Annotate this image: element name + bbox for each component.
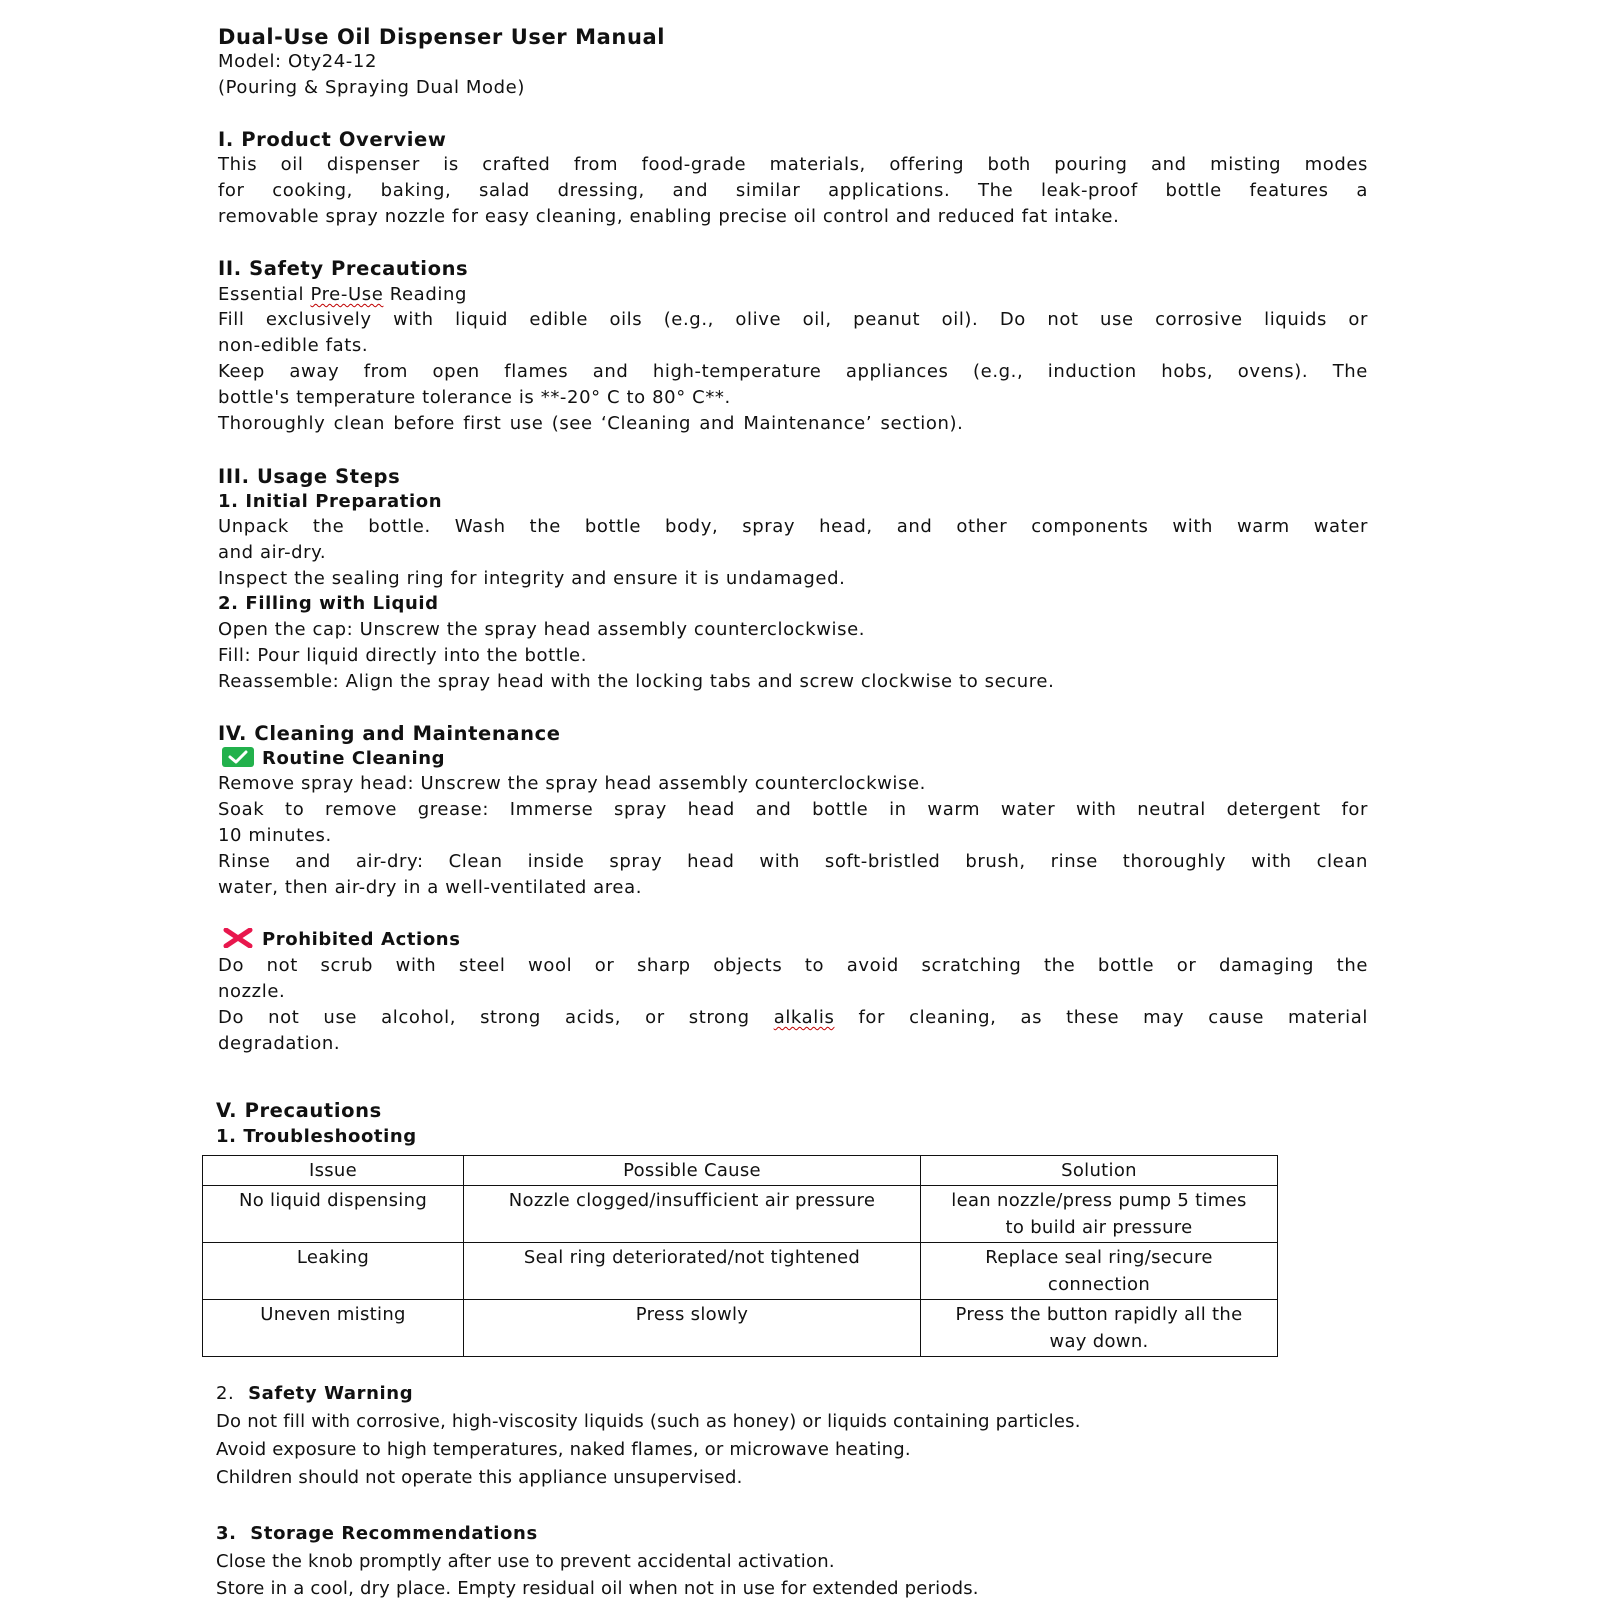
safety-line: Keep away from open flames and high-temperature appliances (e.g., induction hobs, ovens). The	[218, 361, 1368, 382]
section-heading-safety-precautions: II. Safety Precautions	[218, 257, 469, 280]
subheading-number: 2.	[216, 1383, 235, 1404]
table-row	[203, 1186, 1278, 1243]
warning-line: Children should not operate this appliance unsupervised.	[216, 1467, 743, 1488]
subheading-text: Storage Recommendations	[250, 1523, 538, 1544]
section-heading-cleaning: IV. Cleaning and Maintenance	[218, 722, 561, 745]
table-cell: Nozzle clogged/insufficient air pressure	[464, 1186, 921, 1243]
table-cell: Press the button rapidly all the way down.	[921, 1300, 1278, 1357]
table-cell: Press slowly	[464, 1300, 921, 1357]
table-cell: Seal ring deteriorated/not tightened	[464, 1243, 921, 1300]
warning-line: Avoid exposure to high temperatures, naked flames, or microwave heating.	[216, 1439, 911, 1460]
spellcheck-word: alkalis	[773, 1007, 835, 1028]
usage-line: Reassemble: Align the spray head with the locking tabs and screw clockwise to secure.	[218, 671, 1055, 692]
usage-subheading-filling: 2. Filling with Liquid	[218, 593, 439, 614]
cleaning-line: 10 minutes.	[218, 825, 332, 846]
precautions-subheading-troubleshooting: 1. Troubleshooting	[216, 1126, 417, 1147]
subheading-number: 3.	[216, 1523, 237, 1544]
storage-line: Store in a cool, dry place. Empty residual oil when not in use for extended periods.	[216, 1578, 979, 1599]
table-cell: lean nozzle/press pump 5 times to build air pressure	[921, 1186, 1278, 1243]
table-row	[203, 1300, 1278, 1357]
prohibited-line: degradation.	[218, 1033, 341, 1054]
table-cell: Replace seal ring/secure connection	[921, 1243, 1278, 1300]
cleaning-subheading-prohibited	[222, 927, 461, 956]
safety-subheading	[218, 282, 467, 308]
usage-line: Inspect the sealing ring for integrity and ensure it is undamaged.	[218, 568, 846, 589]
safety-line: Fill exclusively with liquid edible oils (e.g., olive oil, peanut oil). Do not use corrosive liquids or	[218, 309, 1368, 330]
precautions-subheading-safety-warning	[216, 1381, 413, 1407]
usage-subheading-preparation: 1. Initial Preparation	[218, 491, 443, 512]
subheading-text: Prohibited Actions	[262, 929, 461, 950]
table-cell: No liquid dispensing	[203, 1186, 464, 1243]
warning-line: Do not fill with corrosive, high-viscosity liquids (such as honey) or liquids containing particles.	[216, 1411, 1081, 1432]
table-cell: Uneven misting	[203, 1300, 464, 1357]
subheading-text: Safety Warning	[248, 1383, 414, 1404]
storage-line: Close the knob promptly after use to prevent accidental activation.	[216, 1551, 835, 1572]
troubleshooting-table	[202, 1155, 1278, 1357]
subheading-text: Reading	[383, 284, 467, 305]
section-heading-product-overview: I. Product Overview	[218, 128, 447, 151]
cross-icon	[222, 928, 254, 956]
subheading-text: Routine Cleaning	[262, 748, 446, 769]
table-header-cell: Issue	[203, 1156, 464, 1186]
usage-line: Open the cap: Unscrew the spray head assembly counterclockwise.	[218, 619, 866, 640]
overview-line: This oil dispenser is crafted from food-grade materials, offering both pouring and misting modes	[218, 154, 1368, 175]
precautions-subheading-storage	[216, 1521, 538, 1547]
prohibited-line: nozzle.	[218, 981, 286, 1002]
mode-description: (Pouring & Spraying Dual Mode)	[218, 77, 525, 98]
safety-line: Thoroughly clean before first use (see ‘Cleaning and Maintenance’ section).	[218, 413, 964, 434]
overview-line: removable spray nozzle for easy cleaning, enabling precise oil control and reduced fat intake.	[218, 206, 1120, 227]
table-header-row	[203, 1156, 1278, 1186]
model-number: Model: Oty24-12	[218, 51, 378, 72]
subheading-text: Essential	[218, 284, 311, 305]
usage-line: Fill: Pour liquid directly into the bottle.	[218, 645, 588, 666]
prohibited-line	[218, 1005, 1368, 1031]
usage-line: Unpack the bottle. Wash the bottle body, spray head, and other components with warm water	[218, 516, 1368, 537]
table-cell: Leaking	[203, 1243, 464, 1300]
cleaning-line: Remove spray head: Unscrew the spray head assembly counterclockwise.	[218, 773, 926, 794]
table-row	[203, 1243, 1278, 1300]
safety-line: bottle's temperature tolerance is **-20° C to 80° C**.	[218, 387, 731, 408]
line-text: Do not use alcohol, strong acids, or strong	[218, 1007, 774, 1028]
table-header-cell: Solution	[921, 1156, 1278, 1186]
document-title: Dual-Use Oil Dispenser User Manual	[218, 25, 666, 49]
cleaning-line: Rinse and air-dry: Clean inside spray head with soft-bristled brush, rinse thoroughly with clean	[218, 851, 1368, 872]
cleaning-line: water, then air-dry in a well-ventilated area.	[218, 877, 643, 898]
table-header-cell: Possible Cause	[464, 1156, 921, 1186]
usage-line: and air-dry.	[218, 542, 327, 563]
safety-line: non-edible fats.	[218, 335, 369, 356]
line-text: for cleaning, as these may cause material	[834, 1007, 1368, 1028]
section-heading-precautions: V. Precautions	[216, 1099, 382, 1122]
spellcheck-word: Pre-Use	[310, 284, 384, 305]
prohibited-line: Do not scrub with steel wool or sharp objects to avoid scratching the bottle or damaging the	[218, 955, 1368, 976]
cleaning-line: Soak to remove grease: Immerse spray head and bottle in warm water with neutral detergent for	[218, 799, 1368, 820]
section-heading-usage-steps: III. Usage Steps	[218, 465, 401, 488]
overview-line: for cooking, baking, salad dressing, and similar applications. The leak-proof bottle features a	[218, 180, 1368, 201]
